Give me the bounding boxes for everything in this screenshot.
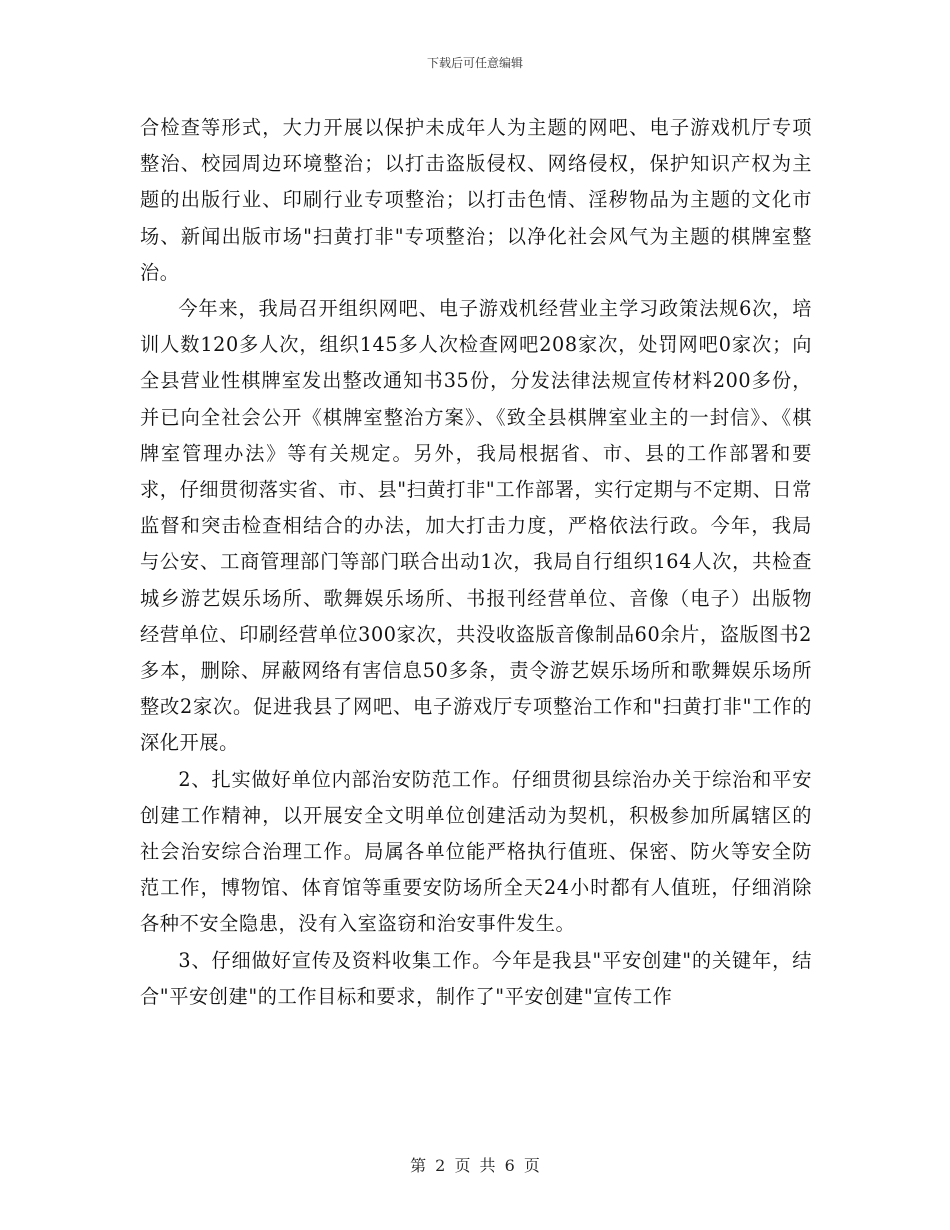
paragraph-continuation: 合检查等形式，大力开展以保护未成年人为主题的网吧、电子游戏机厅专项整治、校园周边环境整治；以打击盗版侵权、网络侵权，保护知识产权为主题的出版行业、印刷行业专项整治；以打击色情、淫秽物品为主题的文化市场、新闻出版市场"扫黄打非"专项整治；以净化社会风气为主题的棋牌室整治。: [140, 116, 812, 284]
page-header-note: 下载后可任意编辑: [426, 56, 523, 70]
paragraph-section-2: 2、扎实做好单位内部治安防范工作。仔细贯彻县综治办关于综治和平安创建工作精神，以开展安全文明单位创建活动为契机，积极参加所属辖区的社会治安综合治理工作。局属各单位能严格执行值班、保密、防火等安全防范工作，博物馆、体育馆等重要安防场所全天24小时都有人值班，仔细消除各种不安全隐患，没有入室盗窃和治安事件发生。: [140, 767, 812, 936]
document-body: [140, 110, 812, 1015]
page-number: 第 2 页 共 6 页: [410, 1156, 540, 1175]
paragraph-statistics: 今年来，我局召开组织网吧、电子游戏机经营业主学习政策法规6次，培训人数120多人次，组织145多人次检查网吧208家次，处罚网吧0家次；向全县营业性棋牌室发出整改通知书35份，分发法律法规宣传材料200多份，并已向全社会公开《棋牌室整治方案》、《致全县棋牌室业主的一封信》、《棋牌室管理办法》等有关规定。另外，我局根据省、市、县的工作部署和要求，仔细贯彻落实省、市、县"扫黄打非"工作部署，实行定期与不定期、日常监督和突击检查相结合的办法，加大打击力度，严格依法行政。今年，我局与公安、工商管理部门等部门联合出动1次，我局自行组织164人次，共检查城乡游艺娱乐场所、歌舞娱乐场所、书报刊经营单位、音像（电子）出版物经营单位、印刷经营单位300家次，共没收盗版音像制品60余片，盗版图书2多本，删除、屏蔽网络有害信息50多条，责令游艺娱乐场所和歌舞娱乐场所整改2家次。促进我县了网吧、电子游戏厅专项整治工作和"扫黄打非"工作的深化开展。: [140, 297, 812, 755]
paragraph-section-3: 3、仔细做好宣传及资料收集工作。今年是我县"平安创建"的关键年，结合"平安创建"的工作目标和要求，制作了"平安创建"宣传工作: [140, 948, 812, 1008]
